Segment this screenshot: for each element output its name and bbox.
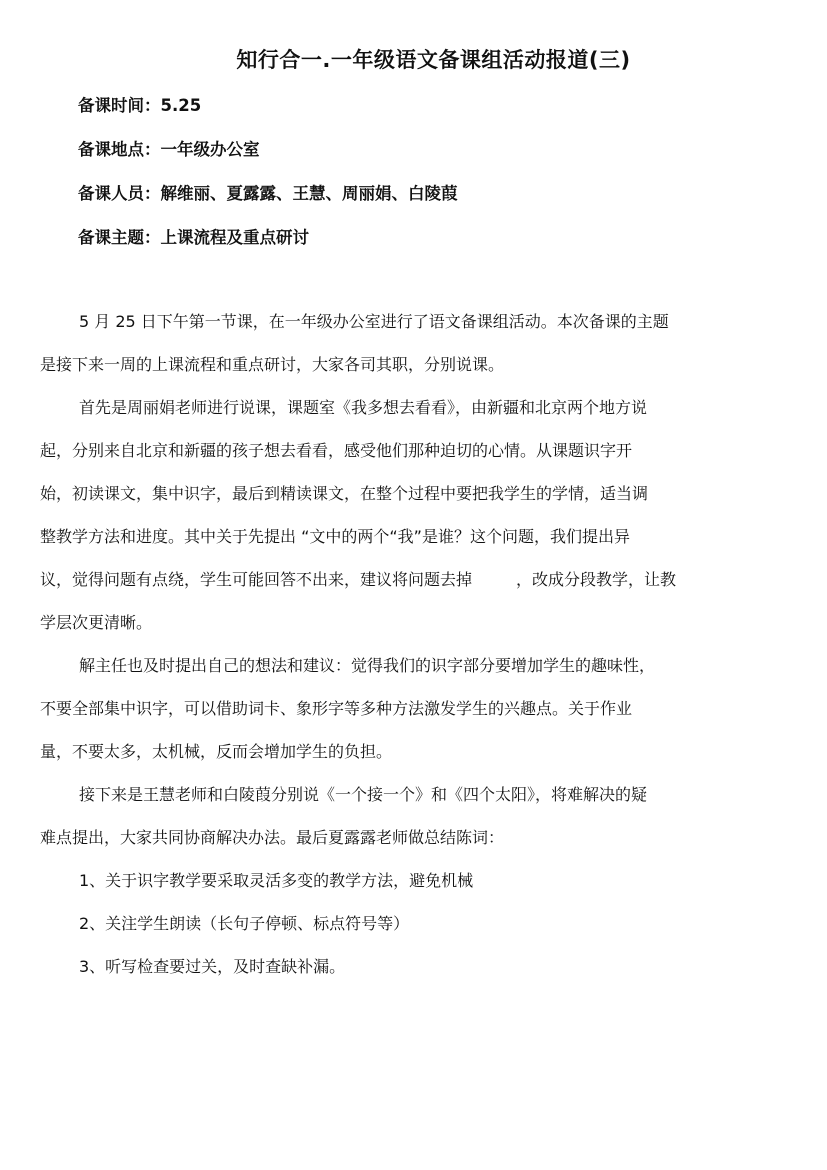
list-item: 2、关注学生朗读（长句子停顿、标点符号等） (79, 914, 410, 933)
meta-time-value: 5.25 (160, 96, 202, 115)
meta-topic-value: 上课流程及重点研讨 (160, 228, 309, 247)
paragraph-director-feedback (40, 651, 785, 780)
paragraph-line: 量，不要太多，太机械，反而会增加学生的负担。 (40, 742, 393, 761)
paragraph-line-part: ，改成分段教学，让教 (516, 570, 677, 589)
paragraph-summary-intro (40, 780, 785, 866)
meta-location-value: 一年级办公室 (160, 140, 260, 159)
meta-location (78, 138, 458, 182)
paragraph-line: 始，初读课文，集中识字，最后到精读课文，在整个过程中要把我学生的学情，适当调 (40, 484, 649, 503)
paragraph-line: 5 月 25 日下午第一节课，在一年级办公室进行了语文备课组活动。本次备课的主题 (79, 312, 669, 331)
paragraph-line: 学层次更清晰。 (40, 613, 153, 632)
paragraph-line: 是接下来一周的上课流程和重点研讨，大家各司其职，分别说课。 (40, 355, 505, 374)
paragraph-line: 接下来是王慧老师和白陵葭分别说《一个接一个》和《四个太阳》，将难解决的疑 (79, 785, 648, 804)
paragraph-line: 解主任也及时提出自己的想法和建议：觉得我们的识字部分要增加学生的趣味性， (79, 656, 656, 675)
meta-participants (78, 182, 458, 226)
meta-participants-label: 备课人员： (78, 184, 161, 203)
meta-time-label: 备课时间： (78, 96, 161, 115)
meta-topic-label: 备课主题： (78, 228, 161, 247)
paragraph-line (40, 565, 785, 608)
paragraph-first-lesson (40, 393, 785, 651)
paragraph-line: 难点提出，大家共同协商解决办法。最后夏露露老师做总结陈词： (40, 828, 505, 847)
paragraph-line: 起，分别来自北京和新疆的孩子想去看看，感受他们那种迫切的心情。从课题识字开 (40, 441, 633, 460)
paragraph-line: 整教学方法和进度。其中关于先提出 “文中的两个“我”是谁？这个问题，我们提出异 (40, 527, 630, 546)
summary-list (40, 866, 785, 995)
meta-location-label: 备课地点： (78, 140, 161, 159)
document-title: 知行合一.一年级语文备课组活动报道(三) (236, 48, 631, 72)
article-body (40, 307, 785, 995)
meta-time (78, 94, 458, 138)
paragraph-line: 不要全部集中识字，可以借助词卡、象形字等多种方法激发学生的兴趣点。关于作业 (40, 699, 633, 718)
paragraph-line-part: 议，觉得问题有点绕，学生可能回答不出来，建议将问题去掉 (40, 570, 473, 589)
list-item: 1、关于识字教学要采取灵活多变的教学方法，避免机械 (79, 871, 474, 890)
meta-participants-value: 解维丽、夏露露、王慧、周丽娟、白陵葭 (160, 184, 458, 203)
meta-topic (78, 226, 458, 270)
paragraph-line: 首先是周丽娟老师进行说课，课题室《我多想去看看》，由新疆和北京两个地方说 (79, 398, 648, 417)
paragraph-intro (40, 307, 785, 393)
meta-info-list (78, 94, 458, 270)
list-item: 3、听写检查要过关，及时查缺补漏。 (79, 957, 346, 976)
